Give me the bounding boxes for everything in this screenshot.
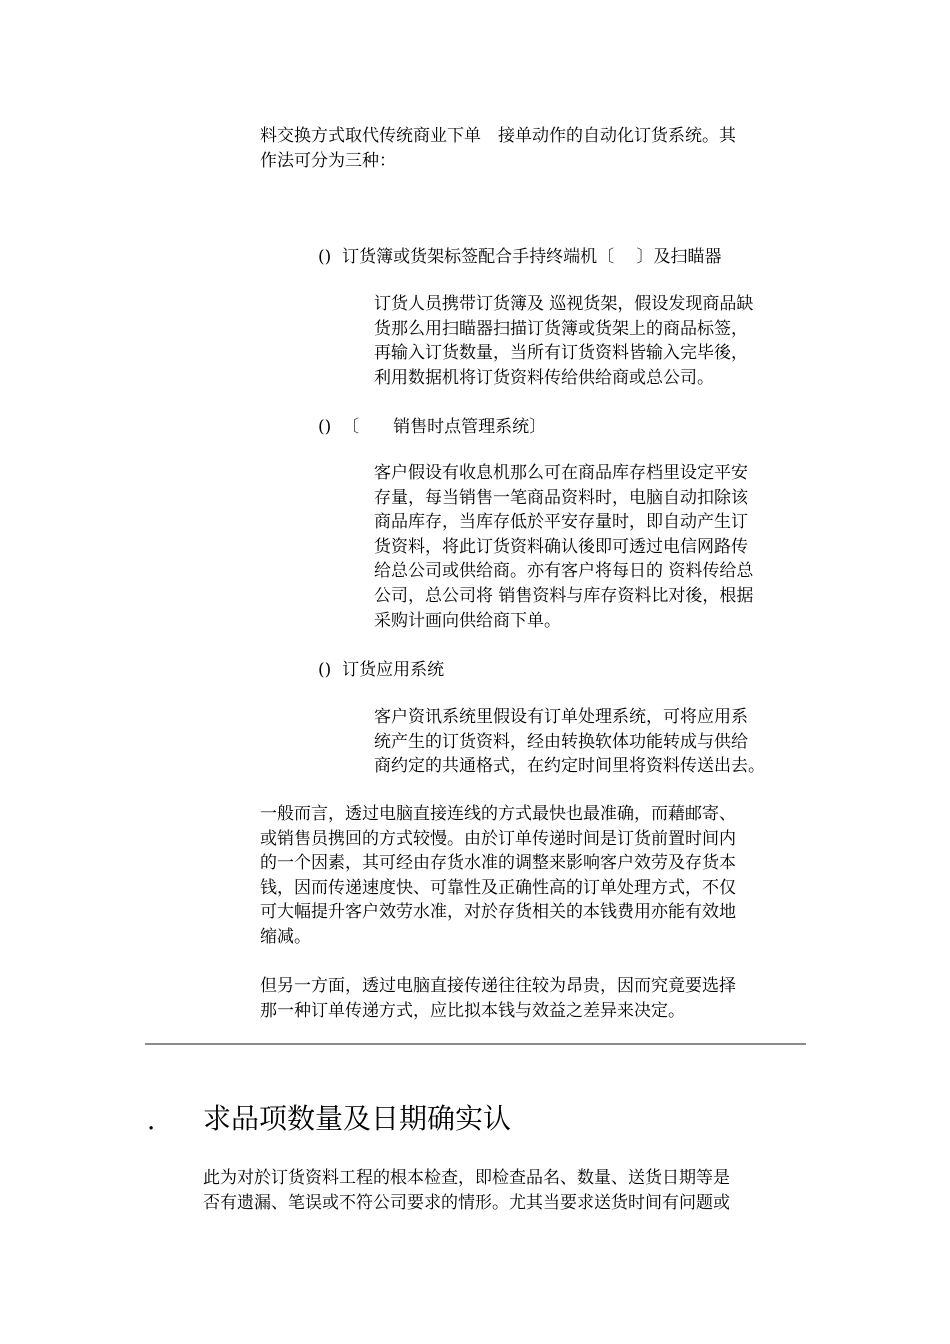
text-line: 缩减。 xyxy=(260,926,311,947)
text-line: 那一种订单传递方式，应比拟本钱与效益之差异来决定。 xyxy=(260,1000,685,1021)
item-3-body xyxy=(374,705,814,779)
intro-line: 料交换方式取代传统商业下单 接单动作的自动化订货系统。其 xyxy=(260,126,736,146)
text-line: 采购计画向供给商下单。 xyxy=(374,610,561,631)
text-line: 订货人员携带订货簿及 巡视货架，假设发现商品缺 xyxy=(374,294,754,314)
item-1-body xyxy=(374,292,814,390)
text-line: 钱，因而传递速度快、可靠性及正确性高的订单处理方式，不仅 xyxy=(260,877,736,898)
text-line: 存量，每当销售一笔商品资料时，电脑自动扣除该 xyxy=(374,487,748,508)
text-line: 否有遗漏、笔误或不符公司要求的情形。尤其当要求送货时间有问题或 xyxy=(203,1192,730,1213)
text-line: 公司，总公司将 销售资料与库存资料比对後，根据 xyxy=(374,585,754,606)
text-line: 货那么用扫瞄器扫描订货簿或货架上的商品标签， xyxy=(374,318,748,339)
text-line: 统产生的订货资料，经由转换软体功能转成与供给 xyxy=(374,731,748,752)
section-body xyxy=(203,1166,813,1215)
text-line: 客户资讯系统里假设有订单处理系统，可将应用系 xyxy=(374,707,748,727)
text-line: 商品库存，当库存低於平安存量时，即自动产生订 xyxy=(374,512,748,533)
item-1-title: () 订货簿或货架标签配合手持终端机〔 〕及扫瞄器 xyxy=(318,247,722,267)
intro-line: 作法可分为三种： xyxy=(260,150,396,171)
section-divider xyxy=(145,1043,806,1045)
text-line: 再输入订货数量，当所有订货资料皆输入完毕後， xyxy=(374,343,748,364)
text-line: 利用数据机将订货资料传给供给商或总公司。 xyxy=(374,367,714,388)
text-line: 商约定的共通格式，在约定时间里将资料传送出去。 xyxy=(374,756,765,777)
text-line: 一般而言，透过电脑直接连线的方式最快也最准确，而藉邮寄、 xyxy=(260,804,736,824)
item-2-body xyxy=(374,461,814,633)
text-line: 或销售员携回的方式较慢。由於订单传递时间是订货前置时间内 xyxy=(260,828,736,849)
text-line: 客户假设有收息机那么可在商品库存档里设定平安 xyxy=(374,463,748,483)
text-line: 可大幅提升客户效劳水准，对於存货相关的本钱费用亦能有效地 xyxy=(260,902,736,923)
section-number: . xyxy=(147,1106,156,1136)
cost-paragraph xyxy=(260,974,820,1023)
text-line: 但另一方面，透过电脑直接传递往往较为昂贵，因而究竟要选择 xyxy=(260,976,736,996)
text-line: 给总公司或供给商。亦有客户将每日的 资料传给总 xyxy=(374,561,754,582)
intro-paragraph xyxy=(260,124,820,173)
summary-paragraph xyxy=(260,802,820,950)
text-line: 货资料，将此订货资料确认後即可透过电信网路传 xyxy=(374,536,748,557)
item-2-title: () 〔 销售时点管理系统〕 xyxy=(318,417,547,437)
item-3-title: () 订货应用系统 xyxy=(318,660,445,680)
section-title: 求品项数量及日期确实认 xyxy=(203,1102,512,1135)
text-line: 的一个因素，其可经由存货水准的调整来影响客户效劳及存货本 xyxy=(260,853,736,874)
text-line: 此为对於订货资料工程的根本检查，即检查品名、数量、送货日期等是 xyxy=(203,1168,730,1188)
